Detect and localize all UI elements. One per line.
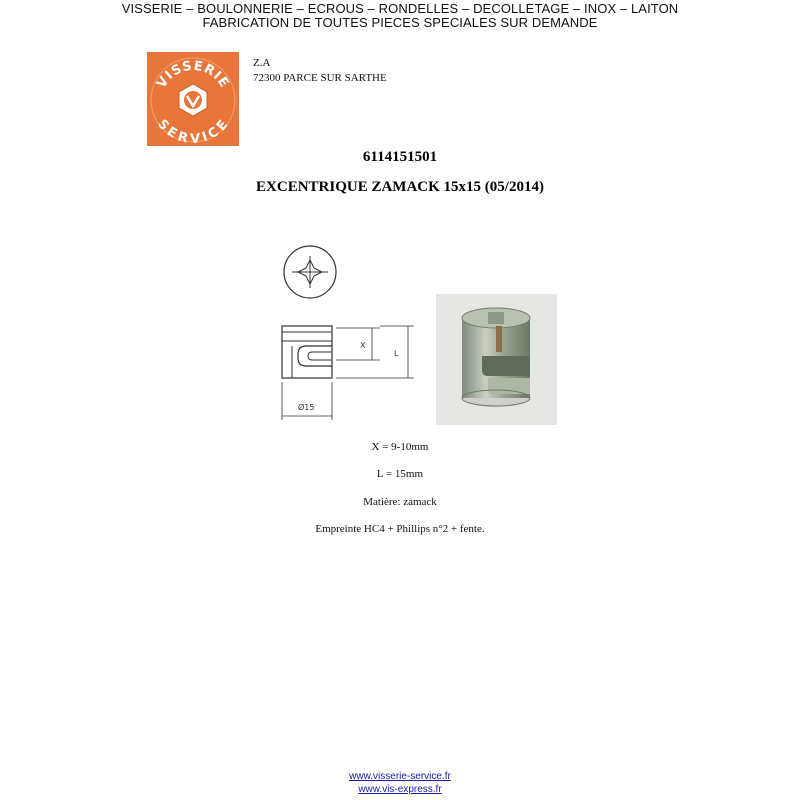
spec-drive: Empreinte HC4 + Phillips n°2 + fente. <box>315 523 485 535</box>
website-link-visserie-service[interactable]: www.visserie-service.fr <box>349 771 451 782</box>
logo-text-bottom: SERVICE <box>154 116 232 146</box>
address-line-1: Z.A <box>253 57 271 69</box>
product-photo <box>436 294 557 425</box>
spec-l: L = 15mm <box>376 468 424 480</box>
dimension-l-label: L <box>394 349 399 358</box>
spec-material: Matière: zamack <box>363 496 437 508</box>
website-link-vis-express[interactable]: www.vis-express.fr <box>358 784 442 795</box>
dimension-x-label: X <box>360 341 366 350</box>
product-reference: 6114151501 <box>362 149 438 165</box>
technical-drawing <box>262 240 422 425</box>
logo-text-top: VISSERIE <box>154 58 232 92</box>
address-line-2: 72300 PARCE SUR SARTHE <box>253 72 387 84</box>
header-line-1: VISSERIE – BOULONNERIE – ECROUS – RONDELLES – DECOLLETAGE – INOX – LAITON <box>121 1 679 16</box>
dimension-diameter-label: Ø15 <box>298 403 315 412</box>
visserie-service-logo <box>147 52 239 146</box>
header-line-2: FABRICATION DE TOUTES PIECES SPECIALES SUR DEMANDE <box>202 15 598 30</box>
product-name: EXCENTRIQUE ZAMACK 15x15 (05/2014) <box>256 179 544 195</box>
spec-x: X = 9-10mm <box>371 441 429 453</box>
